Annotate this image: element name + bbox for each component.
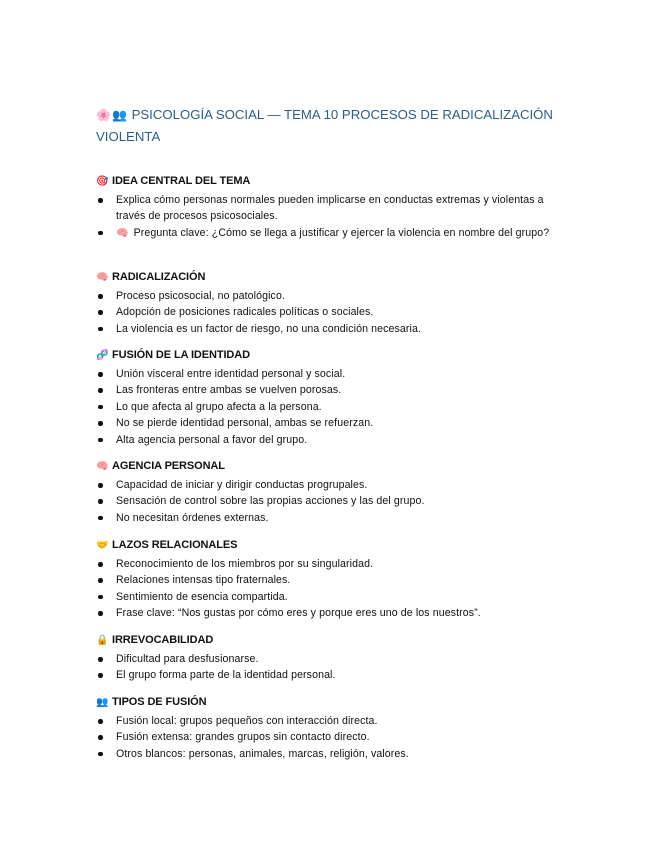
section-heading-text: FUSIÓN DE LA IDENTIDAD [112, 349, 250, 361]
section-idea-central [96, 174, 566, 242]
section-heading-text: AGENCIA PERSONAL [112, 460, 225, 472]
section-heading [96, 459, 566, 474]
target-icon: 🎯 [96, 176, 109, 187]
brain-icon: 🧠 [96, 272, 109, 283]
people-icon: 👥 [111, 108, 127, 122]
list-item: Frase clave: “Nos gustas por cómo eres y porque eres uno de los nuestros”. [96, 605, 566, 621]
bullet-list [96, 288, 566, 337]
list-item: No necesitan órdenes externas. [96, 510, 566, 526]
section-heading-text: IRREVOCABILIDAD [112, 634, 214, 646]
document-title-text: PSICOLOGÍA SOCIAL — TEMA 10 PROCESOS DE RADICALIZACIÓN VIOLENTA [96, 107, 553, 144]
list-item: Relaciones intensas tipo fraternales. [96, 572, 566, 588]
list-item: Unión visceral entre identidad personal y social. [96, 366, 566, 382]
bullet-list [96, 477, 566, 526]
section-heading [96, 270, 566, 285]
bullet-list [96, 556, 566, 622]
section-tipos-fusion [96, 695, 566, 762]
section-lazos-relacionales [96, 538, 566, 622]
list-item: No se pierde identidad personal, ambas se refuerzan. [96, 415, 566, 431]
list-item: Sensación de control sobre las propias acciones y las del grupo. [96, 493, 566, 509]
list-item: Explica cómo personas normales pueden implicarse en conductas extremas y violentas a través de procesos psicosociales. [96, 192, 566, 225]
section-heading [96, 695, 566, 710]
lock-icon: 🔒 [96, 635, 109, 646]
brain-icon: 🧠 [96, 461, 109, 472]
section-heading [96, 348, 566, 363]
list-item: Fusión local: grupos pequeños con interacción directa. [96, 713, 566, 729]
bullet-list [96, 651, 566, 684]
list-item: Sentimiento de esencia compartida. [96, 589, 566, 605]
section-heading-text: TIPOS DE FUSIÓN [112, 696, 207, 708]
list-item: Reconocimiento de los miembros por su singularidad. [96, 556, 566, 572]
list-item: Fusión extensa: grandes grupos sin contacto directo. [96, 729, 566, 745]
section-heading-text: RADICALIZACIÓN [112, 271, 206, 283]
list-item: Capacidad de iniciar y dirigir conductas progrupales. [96, 477, 566, 493]
section-heading [96, 538, 566, 553]
section-heading-text: IDEA CENTRAL DEL TEMA [112, 175, 251, 187]
list-item: Adopción de posiciones radicales políticas o sociales. [96, 304, 566, 320]
section-radicalizacion [96, 270, 566, 337]
list-item: Lo que afecta al grupo afecta a la persona. [96, 399, 566, 415]
list-item: Dificultad para desfusionarse. [96, 651, 566, 667]
handshake-icon: 🤝 [96, 540, 109, 551]
section-heading-text: LAZOS RELACIONALES [112, 539, 238, 551]
section-heading [96, 174, 566, 189]
bullet-list [96, 192, 566, 242]
list-item-text: Pregunta clave: ¿Cómo se llega a justificar y ejercer la violencia en nombre del grupo? [133, 226, 550, 239]
section-fusion-identidad [96, 348, 566, 448]
list-item: Alta agencia personal a favor del grupo. [96, 432, 566, 448]
list-item: Proceso psicosocial, no patológico. [96, 288, 566, 304]
dna-icon: 🧬 [96, 350, 109, 361]
bullet-list [96, 713, 566, 762]
list-item [96, 225, 566, 242]
list-item: Las fronteras entre ambas se vuelven porosas. [96, 382, 566, 398]
list-item: Otros blancos: personas, animales, marcas, religión, valores. [96, 746, 566, 762]
document-title [96, 104, 566, 148]
bullet-list [96, 366, 566, 448]
people-icon: 👥 [96, 697, 109, 708]
section-agencia-personal [96, 459, 566, 526]
brain-icon: 🧠 [116, 227, 129, 239]
flower-icon: 🌸 [96, 108, 111, 122]
section-heading [96, 633, 566, 648]
section-irrevocabilidad [96, 633, 566, 684]
list-item: La violencia es un factor de riesgo, no una condición necesaria. [96, 321, 566, 337]
list-item: El grupo forma parte de la identidad personal. [96, 667, 566, 683]
